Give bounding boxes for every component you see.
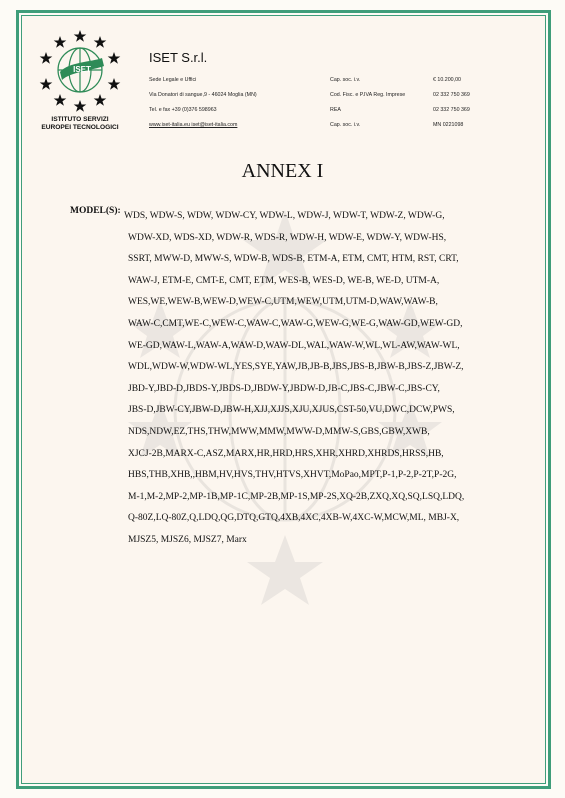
models-list <box>124 206 483 552</box>
models-line: JBS-D,JBW-CY,JBW-D,JBW-H,XJJ,XJJS,XJU,XJUS,CST-50,VU,DWC,DCW,PWS, <box>128 405 455 416</box>
models-line: JBD-Y,JBD-D,JBDS-Y,JBDS-D,JBDW-Y,JBDW-D,JB-C,JBS-C,JBW-C,JBS-CY, <box>128 383 440 394</box>
tax-code-value: 02 332 750 369 <box>433 92 470 98</box>
address-line: Via Donatori di sangue,9 - 46024 Moglia (MN) <box>149 92 257 98</box>
logo-caption <box>30 116 130 132</box>
iset-logo <box>38 28 122 112</box>
website-email-link[interactable]: www.iset-italia.eu iset@iset-italia.com <box>149 122 238 128</box>
models-line: Q-80Z,LQ-80Z,Q,LDQ,QG,DTQ,GTQ,4XB,4XC,4XB-W,4XC-W,MCW,ML, MBJ-X, <box>128 513 460 524</box>
logo-badge-text: ISET <box>73 65 91 74</box>
models-line: WES,WE,WEW-B,WEW-D,WEW-C,UTM,WEW,UTM,UTM-D,WAW,WAW-B, <box>128 297 438 308</box>
models-line: WAW-C,CMT,WE-C,WEW-C,WAW-C,WAW-G,WEW-G,WE-G,WAW-GD,WEW-GD, <box>128 318 463 329</box>
models-line: XJCJ-2B,MARX-C,ASZ,MARX,HR,HRD,HRS,XHR,XHRD,XHRDS,HRSS,HB, <box>128 448 444 459</box>
capital-label-2: Cap. soc. i.v. <box>330 122 361 128</box>
company-name: ISET S.r.l. <box>149 50 208 65</box>
models-line: HBS,THB,XHB,,HBM,HV,HVS,THV,HTVS,XHVT,MoPao,MPT,P-1,P-2,P-2T,P-2G, <box>128 470 457 481</box>
logo-caption-line-2: EUROPEI TECNOLOGICI <box>41 124 119 131</box>
models-label: MODEL(S): <box>70 206 121 216</box>
rea-value: 02 332 750 369 <box>433 107 470 113</box>
rea-label: REA <box>330 107 341 113</box>
page-title: ANNEX I <box>241 160 324 182</box>
models-line: SSRT, MWW-D, MWW-S, WDW-B, WDS-B, ETM-A, ETM, CMT, HTM, RST, CRT, <box>128 254 459 265</box>
models-line: NDS,NDW,EZ,THS,THW,MWW,MMW,MWW-D,MMW-S,GBS,GBW,XWB, <box>128 426 430 437</box>
tax-code-label: Cod. Fisc. e P.IVA Reg. Imprese <box>330 92 406 98</box>
models-line: WDS, WDW-S, WDW, WDW-CY, WDW-L, WDW-J, WDW-T, WDW-Z, WDW-G, <box>124 211 445 221</box>
capital-value: € 10.200,00 <box>433 77 461 83</box>
models-line: WE-GD,WAW-L,WAW-A,WAW-D,WAW-DL,WAL,WAW-W,WL,WL-AW,WAW-WL, <box>128 340 460 351</box>
models-line: WDW-XD, WDS-XD, WDW-R, WDS-R, WDW-H, WDW-E, WDW-Y, WDW-HS, <box>128 232 447 243</box>
models-line: MJSZ5, MJSZ6, MJSZ7, Marx <box>128 534 247 545</box>
capital-value-2: MN 0221098 <box>433 122 464 128</box>
address-label: Sede Legale e Uffici <box>149 77 197 83</box>
models-line: WDL,WDW-W,WDW-WL,YES,SYE,YAW,JB,JB-B,JBS,JBS-B,JBW-B,JBS-Z,JBW-Z, <box>128 362 464 373</box>
logo-caption-line-1: ISTITUTO SERVIZI <box>51 116 109 123</box>
phone-fax: Tel. e fax +39 (0)376 598963 <box>149 107 217 113</box>
website-email[interactable] <box>149 122 237 128</box>
models-line: M-1,M-2,MP-2,MP-1B,MP-1C,MP-2B,MP-1S,MP-2S,XQ-2B,ZXQ,XQ,SQ,LSQ,LDQ, <box>128 491 465 502</box>
capital-label: Cap. soc. i.v. <box>330 77 361 83</box>
models-line: WAW-J, ETM-E, CMT-E, CMT, ETM, WES-B, WES-D, WE-B, WE-D, UTM-A, <box>128 275 440 286</box>
